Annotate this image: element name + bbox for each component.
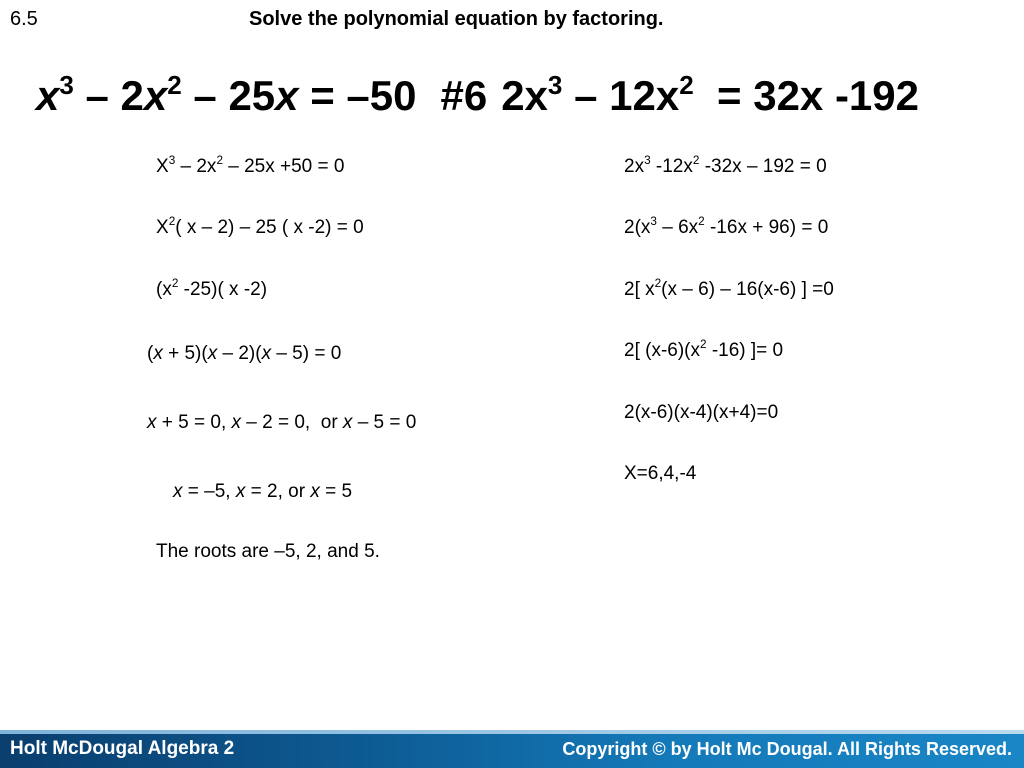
right-step-4: 2[ $(x-6)(x^2$ -16) ]= 0	[624, 338, 784, 361]
footer-accent-band	[0, 730, 1024, 734]
problem-headline	[36, 69, 920, 120]
problem-6-equation: $2x^3 - 12x^2 = 32x$ -192	[501, 69, 920, 119]
left-step-3: ($x^2$ -25)( x -2)	[156, 277, 268, 300]
right-step-2: $2(x^3 - 6x^2$ -16x + 96) = 0	[624, 215, 829, 238]
problem-6-label: #6	[440, 72, 488, 119]
left-step-4: (x + 5)(x – 2)(x – 5) = 0	[147, 343, 342, 364]
footer-banner	[0, 730, 1024, 768]
left-step-6: x = –5, x = 2, or x = 5	[173, 481, 353, 502]
right-step-1: $2x^3$ $-12x^2$ -32x – 192 = 0	[624, 154, 827, 177]
footer-book-title: Holt McDougal Algebra 2	[10, 738, 235, 759]
left-step-5: x + 5 = 0, x – 2 = 0, or x – 5 = 0	[147, 412, 417, 433]
left-step-2: $X^2$( x – 2) – 25 ( x -2) = 0	[156, 215, 364, 238]
right-step-5: 2(x-6)(x-4)(x+4)=0	[624, 402, 779, 423]
section-number: 6.5	[10, 8, 38, 30]
right-step-6: X=6,4,-4	[624, 463, 697, 484]
problem-5-equation: $x^3 - 2x^2 - 25x = -50$	[36, 69, 417, 119]
footer-copyright: Copyright © by Holt Mc Dougal. All Rights Reserved.	[562, 739, 1012, 759]
right-step-3: 2[ $x^2(x - 6) - 16(x-6)$ ] =0	[624, 277, 834, 300]
instruction-title: Solve the polynomial equation by factoring.	[249, 8, 664, 30]
left-step-1: $X^3 - 2x^2 - 25x +50 = 0$	[156, 154, 345, 177]
roots-summary: The roots are –5, 2, and 5.	[156, 541, 380, 562]
